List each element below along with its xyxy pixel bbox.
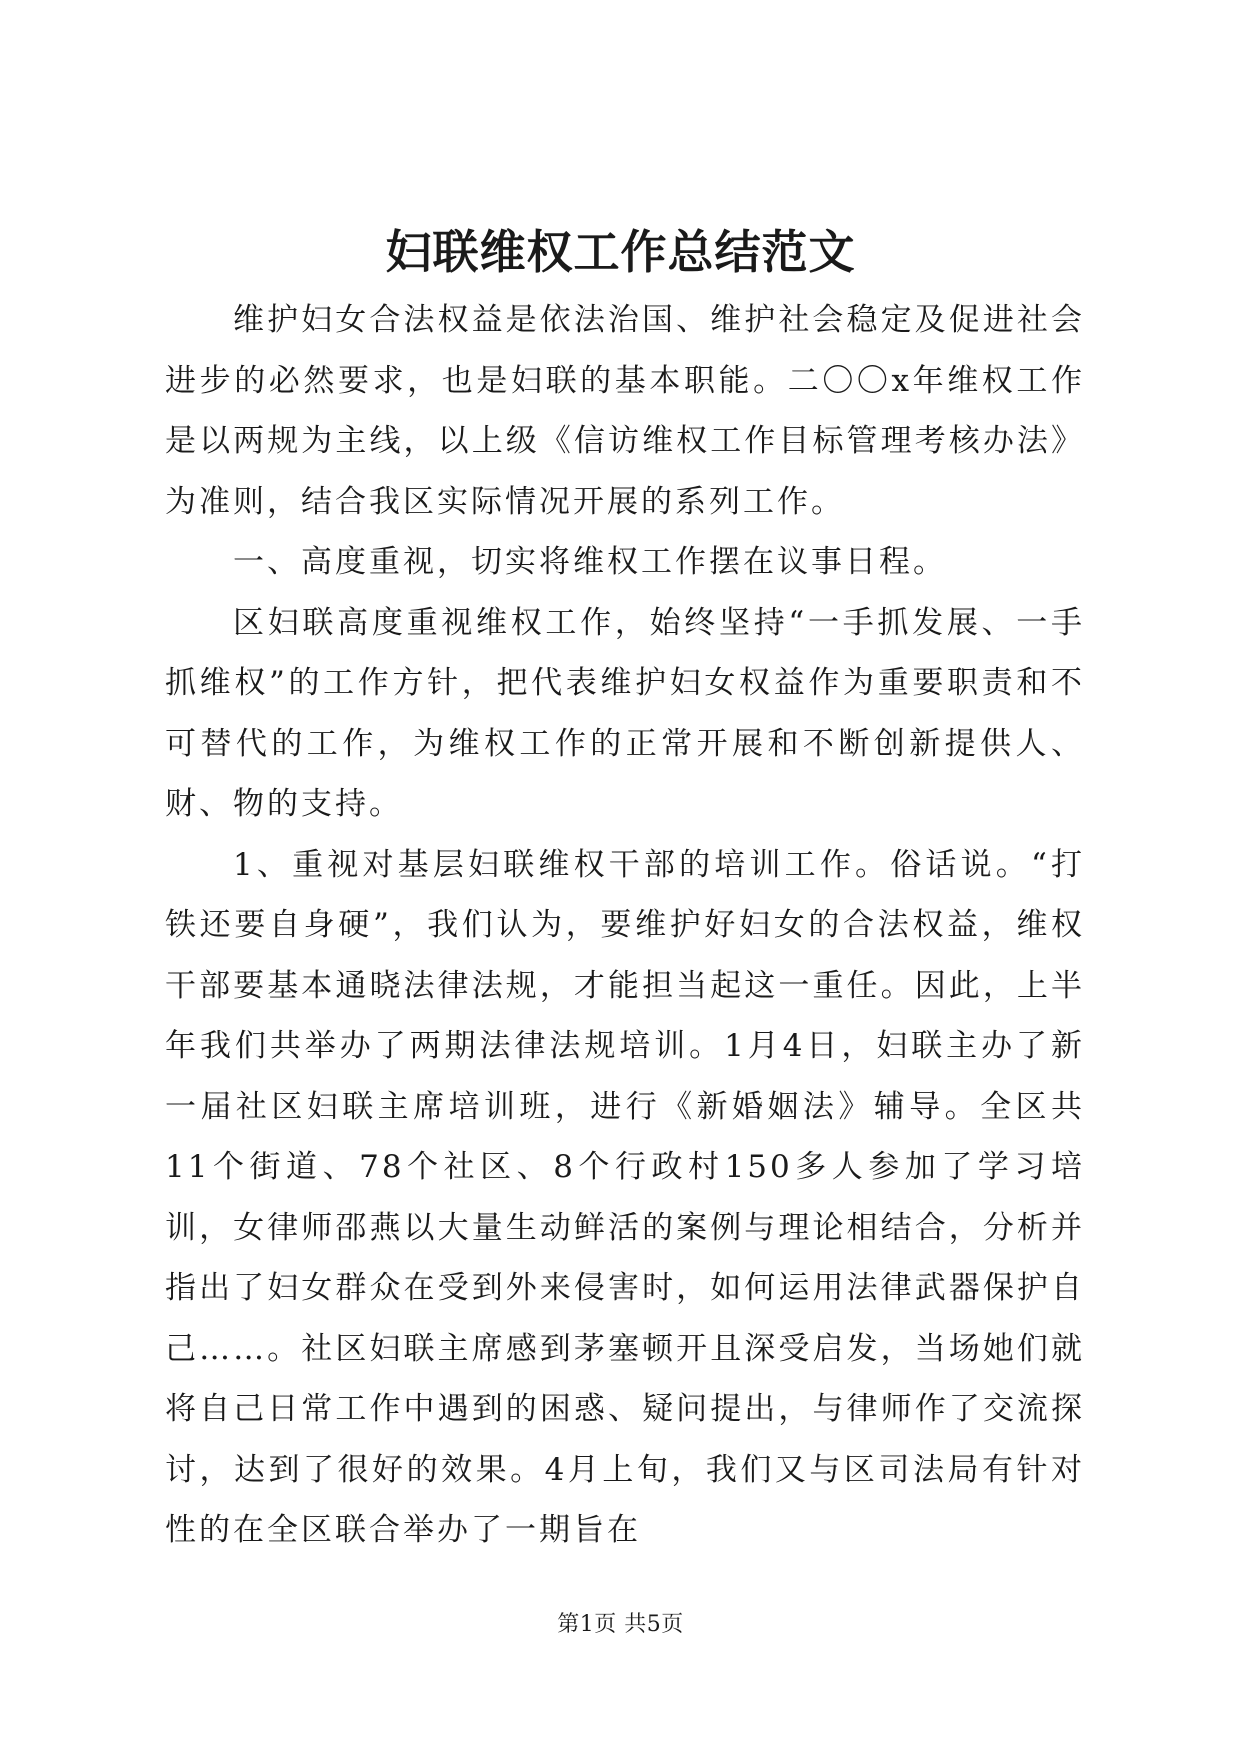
paragraph-section-body: 区妇联高度重视维权工作，始终坚持“一手抓发展、一手抓维权”的工作方针，把代表维护妇女权益作为重要职责和不可替代的工作，为维权工作的正常开展和不断创新提供人、财、物的支持。 <box>165 604 1085 822</box>
paragraph-section-heading: 一、高度重视，切实将维权工作摆在议事日程。 <box>233 544 947 580</box>
document-body <box>165 290 1085 1561</box>
page-number-footer: 第1页 共5页 <box>557 1612 684 1637</box>
document-title: 妇联维权工作总结范文 <box>385 225 856 279</box>
paragraph-intro: 维护妇女合法权益是依法治国、维护社会稳定及促进社会进步的必然要求，也是妇联的基本职能。二〇〇x年维权工作是以两规为主线，以上级《信访维权工作目标管理考核办法》为准则，结合我区实际情况开展的系列工作。 <box>165 302 1085 520</box>
paragraph-training: 1、重视对基层妇联维权干部的培训工作。俗话说。“打铁还要自身硬”，我们认为，要维护好妇女的合法权益，维权干部要基本通晓法律法规，才能担当起这一重任。因此，上半年我们共举办了两期法律法规培训。1月4日，妇联主办了新一届社区妇联主席培训班，进行《新婚姻法》辅导。全区共11个街道、78个社区、8个行政村150多人参加了学习培训，女律师邵燕以大量生动鲜活的案例与理论相结合，分析并指出了妇女群众在受到外来侵害时，如何运用法律武器保护自己……。社区妇联主席感到茅塞顿开且深受启发，当场她们就将自己日常工作中遇到的困惑、疑问提出，与律师作了交流探讨，达到了很好的效果。4月上旬，我们又与区司法局有针对性的在全区联合举办了一期旨在 <box>165 846 1085 1548</box>
